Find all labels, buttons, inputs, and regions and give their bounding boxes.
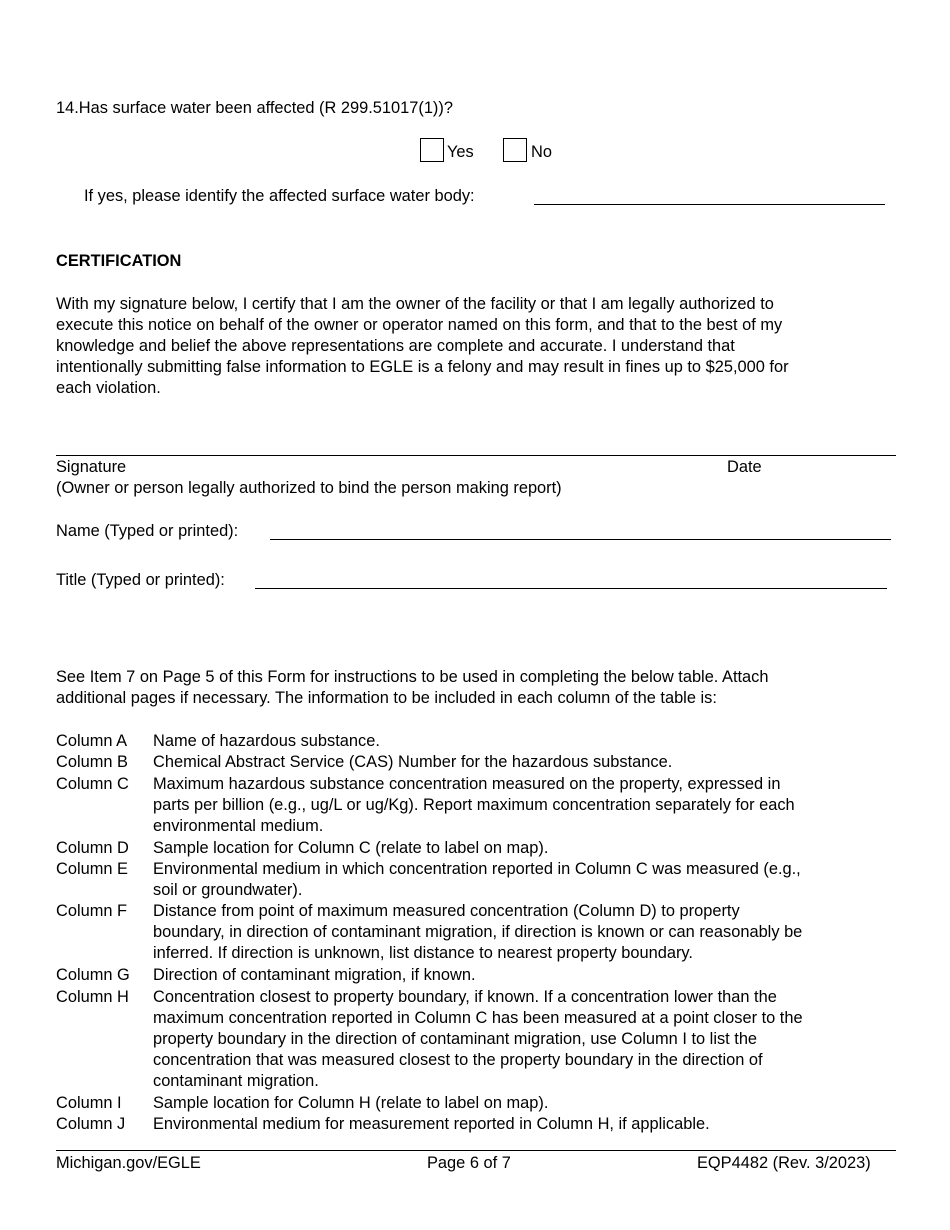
column-definition [56,965,901,986]
question-14 [56,98,453,119]
certification-paragraph [56,294,901,399]
instructions-intro-line: additional pages if necessary. The information to be included in each column of the table is: [56,689,717,707]
signature-note: (Owner or person legally authorized to bind the person making report) [56,479,562,497]
yes-label: Yes [447,143,474,161]
surface-water-body-field[interactable] [534,188,885,205]
footer-rule [56,1150,896,1151]
no-checkbox[interactable] [503,138,527,162]
question-14-number: 14. [56,99,79,117]
column-description-line: Sample location for Column H (relate to label on map). [153,1094,549,1113]
column-label: Column I [56,1094,122,1113]
title-field[interactable] [255,572,887,589]
instructions-intro-line: See Item 7 on Page 5 of this Form for instructions to be used in completing the below table. Attach [56,668,769,686]
column-description-line: Environmental medium in which concentration reported in Column C was measured (e.g., [153,859,801,878]
column-label: Column J [56,1115,126,1134]
column-description-line: parts per billion (e.g., ug/L or ug/Kg). Report maximum concentration separately for each [153,795,795,814]
certification-line: intentionally submitting false information to EGLE is a felony and may result in fines up to $25,000 for [56,358,789,376]
column-description-line: boundary, in direction of contaminant migration, if direction is known or can reasonably be [153,923,803,942]
column-definition [56,774,901,838]
column-description-line: soil or groundwater). [153,880,303,899]
column-description-line: contaminant migration. [153,1071,319,1090]
column-definition [56,1093,901,1114]
column-description [153,774,901,837]
column-definition [56,752,901,773]
column-definition [56,731,901,752]
signature-line[interactable] [56,455,896,456]
column-description-line: Sample location for Column C (relate to label on map). [153,838,549,857]
surface-water-body-prompt: If yes, please identify the affected surface water body: [84,187,475,205]
column-label: Column D [56,838,129,857]
column-description-line: environmental medium. [153,816,324,835]
column-description-line: Maximum hazardous substance concentration measured on the property, expressed in [153,774,781,793]
column-description [153,752,901,773]
column-definition [56,987,901,1094]
column-description-line: concentration that was measured closest to the property boundary in the direction of [153,1050,763,1069]
signature-label: Signature [56,458,127,476]
column-description [153,1114,901,1135]
column-description [153,731,901,752]
column-description-line: property boundary in the direction of contaminant migration, use Column I to list the [153,1029,758,1048]
column-description-line: Environmental medium for measurement reported in Column H, if applicable. [153,1115,710,1134]
title-label: Title (Typed or printed): [56,571,225,589]
column-description [153,901,901,964]
column-description-line: Direction of contaminant migration, if known. [153,966,476,985]
no-label: No [531,143,552,161]
certification-heading: CERTIFICATION [56,252,182,270]
column-description-line: Distance from point of maximum measured concentration (Column D) to property [153,902,740,921]
footer-form-number: EQP4482 (Rev. 3/2023) [697,1154,871,1172]
column-label: Column C [56,774,129,793]
column-label: Column B [56,753,128,772]
column-description [153,1093,901,1114]
column-label: Column G [56,966,130,985]
certification-line: knowledge and belief the above representations are complete and accurate. I understand that [56,337,735,355]
column-description-line: Concentration closest to property boundary, if known. If a concentration lower than the [153,987,777,1006]
footer-page-number: Page 6 of 7 [427,1154,511,1172]
column-label: Column A [56,732,128,750]
column-definition [56,838,901,859]
certification-line: With my signature below, I certify that I am the owner of the facility or that I am legally authorized to [56,295,774,313]
column-description-line: Name of hazardous substance. [153,732,380,750]
column-label: Column E [56,859,128,878]
column-description [153,838,901,859]
column-description-line: Chemical Abstract Service (CAS) Number for the hazardous substance. [153,753,673,772]
instructions-intro [56,667,901,709]
column-description-line: inferred. If direction is unknown, list distance to nearest property boundary. [153,944,693,963]
column-definition [56,1114,901,1135]
column-definition [56,901,901,965]
certification-line: execute this notice on behalf of the owner or operator named on this form, and that to the best of my [56,316,783,334]
date-label: Date [727,458,762,476]
yes-checkbox[interactable] [420,138,444,162]
column-label: Column F [56,902,128,921]
question-14-text: Has surface water been affected (R 299.51017(1))? [78,99,453,117]
name-field[interactable] [270,523,891,540]
column-description [153,859,901,901]
certification-line: each violation. [56,379,161,397]
footer-website: Michigan.gov/EGLE [56,1154,201,1172]
column-description-line: maximum concentration reported in Column C has been measured at a point closer to the [153,1008,803,1027]
column-label: Column H [56,987,129,1006]
column-definition [56,859,901,902]
column-description [153,965,901,986]
name-label: Name (Typed or printed): [56,522,239,540]
column-description [153,987,901,1092]
